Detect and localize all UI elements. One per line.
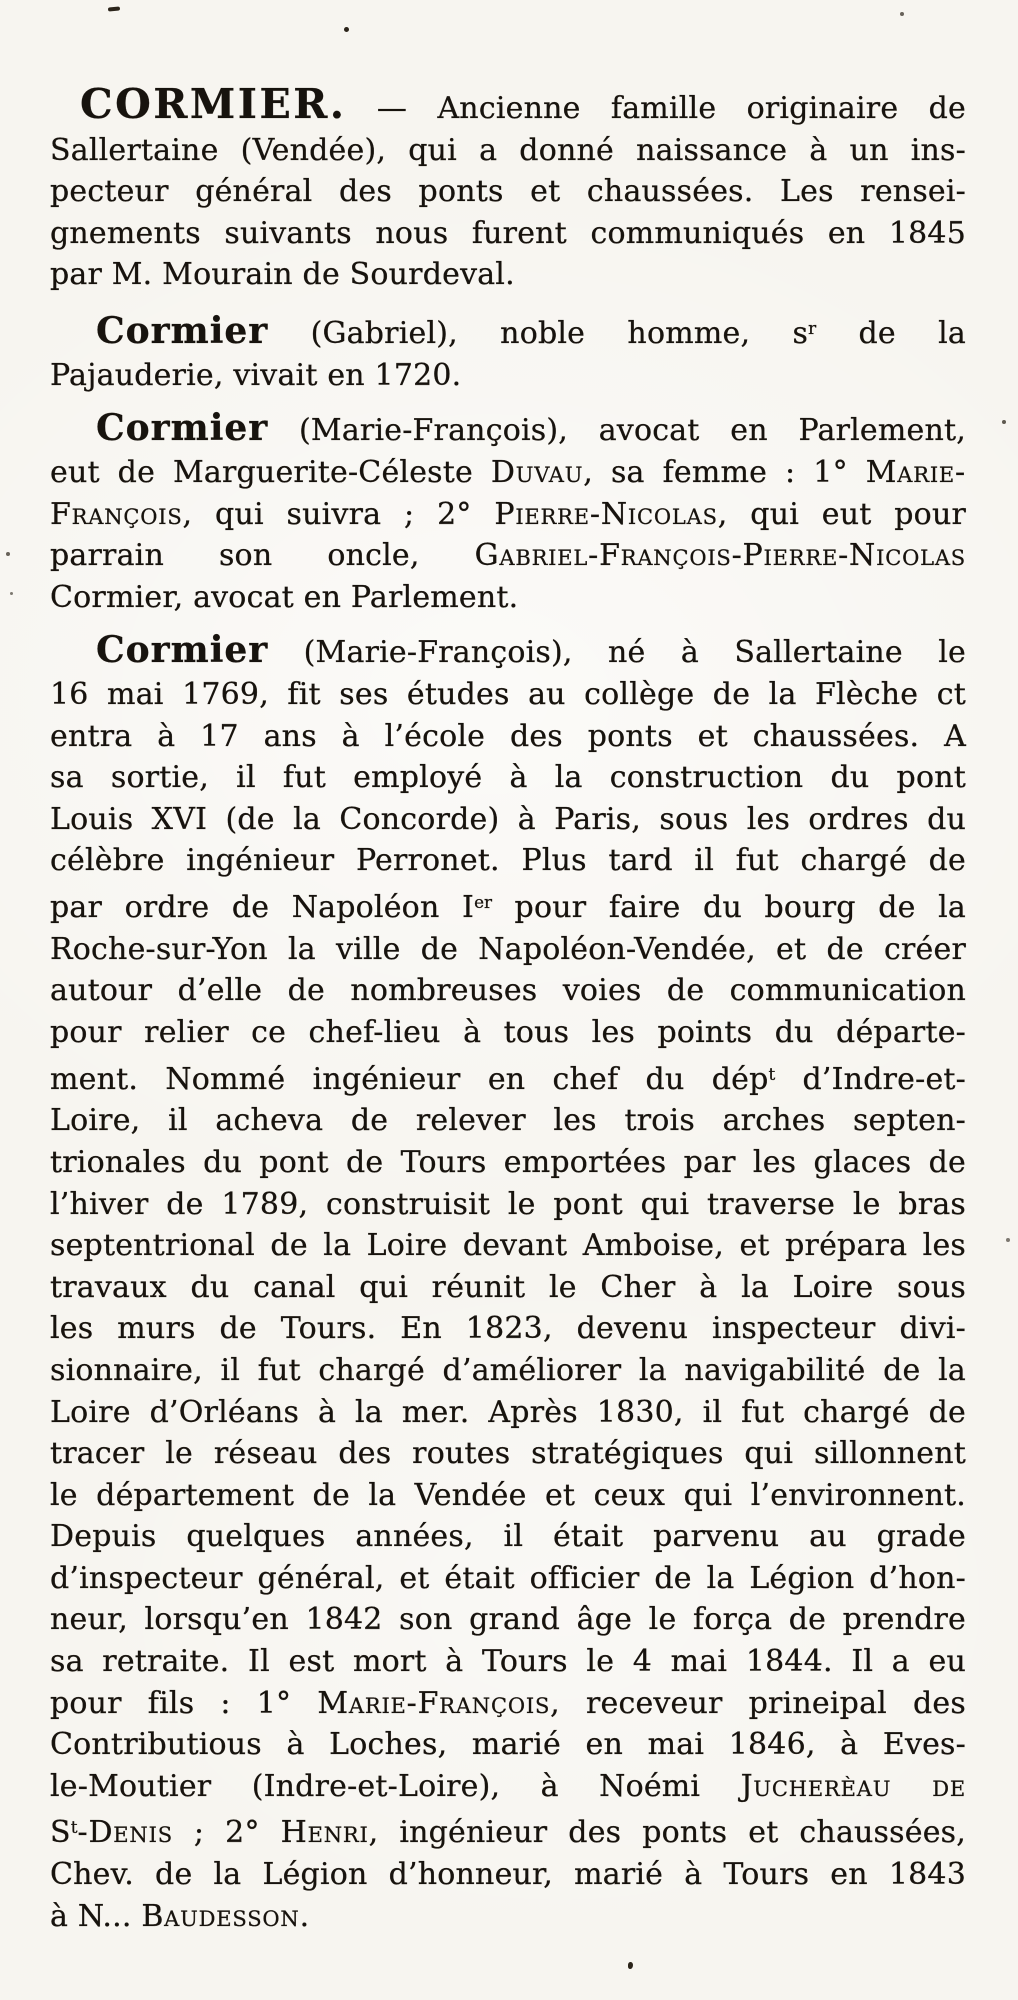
text-run: sionnaire, il fut chargé d’améliorer la navigabilité de la — [50, 1352, 966, 1388]
text-run: gnements suivants nous furent communiqués en 1845 — [50, 215, 966, 251]
text-line — [50, 1599, 966, 1641]
scan-artifact — [10, 592, 13, 595]
text-run: , qui eut pour — [717, 496, 967, 532]
text-run: Loire d’Orléans à la mer. Après 1830, il fut chargé de — [50, 1394, 966, 1430]
text-run: . — [299, 1898, 310, 1934]
text-line — [50, 408, 966, 452]
small-caps-name: Gabriel-François-Pierre-Nicolas — [474, 538, 966, 574]
text-line — [50, 213, 966, 255]
scan-artifact — [900, 12, 904, 16]
text-line — [50, 1807, 966, 1854]
small-caps-name: Baudesson — [141, 1898, 300, 1934]
superscript: t — [768, 1063, 776, 1084]
text-run: Depuis quelques années, il était parvenu au grade — [50, 1519, 966, 1555]
text-run: , sa femme : 1° — [583, 454, 866, 490]
text-run: (Gabriel), noble homme, s — [268, 316, 809, 352]
text-run: trionales du pont de Tours emportées par les glaces de — [50, 1144, 966, 1180]
entry-headword: Cormier — [96, 407, 269, 450]
text-line — [50, 840, 966, 882]
text-run: eut de Marguerite-Céleste — [50, 454, 491, 490]
text-line — [50, 1896, 966, 1938]
text-line — [50, 882, 966, 929]
text-line — [50, 1012, 966, 1054]
text-line — [50, 130, 966, 172]
text-line — [50, 799, 966, 841]
text-line — [50, 1724, 966, 1766]
text-run: sa retraite. Il est mort à Tours le 4 mai 1844. Il a eu — [50, 1644, 966, 1680]
scan-artifact — [628, 1962, 633, 1969]
small-caps-name: Henri — [280, 1815, 369, 1851]
text-line — [50, 929, 966, 971]
text-line — [50, 630, 966, 674]
text-line — [50, 1475, 966, 1517]
text-line — [50, 1054, 966, 1101]
scan-artifact — [6, 552, 10, 556]
text-run: travaux du canal qui réunit le Cher à la Loire sous — [50, 1269, 966, 1305]
text-line — [50, 757, 966, 799]
superscript: t — [70, 1817, 78, 1838]
text-run: Roche-sur-Yon la ville de Napoléon-Vendée, et de créer — [50, 931, 966, 967]
text-run: — Ancienne famille originaire de — [346, 91, 966, 126]
text-line — [50, 577, 966, 619]
text-line — [50, 1225, 966, 1267]
small-caps-name: Jucherèau de — [740, 1768, 966, 1804]
text-run: Louis XVI (de la Concorde) à Paris, sous les ordres du — [50, 801, 966, 837]
text-line — [50, 1267, 966, 1309]
text-line — [50, 1433, 966, 1475]
scan-artifact — [1006, 1238, 1010, 1242]
entry-headword: CORMIER. — [80, 80, 347, 128]
text-column — [50, 80, 967, 1937]
text-line — [50, 355, 966, 397]
text-run: à N... — [50, 1898, 142, 1934]
text-line — [50, 80, 966, 130]
text-line — [50, 1308, 966, 1350]
superscript: er — [474, 891, 493, 912]
text-run: pour fils : 1° — [50, 1685, 318, 1721]
text-run: d’Indre-et- — [775, 1061, 966, 1097]
text-line — [50, 1516, 966, 1558]
text-line — [50, 308, 966, 355]
text-run: le-Moutier (Indre-et-Loire), à Noémi — [50, 1768, 741, 1804]
text-line — [50, 1100, 966, 1142]
text-run: par M. Mourain de Sourdeval. — [50, 257, 515, 293]
small-caps-name: François — [50, 496, 183, 532]
text-line — [50, 970, 966, 1012]
text-line — [50, 254, 966, 296]
text-line — [50, 1142, 966, 1184]
text-run: Chev. de la Légion d’honneur, marié à Tours en 1843 — [50, 1857, 966, 1893]
text-run: ment. Nommé ingénieur en chef du dép — [50, 1061, 769, 1097]
entry-headword: Cormier — [96, 310, 269, 353]
text-run: célèbre ingénieur Perronet. Plus tard il fut chargé de — [50, 843, 966, 879]
text-line — [50, 674, 966, 716]
small-caps-name: Duvau — [490, 454, 584, 490]
text-run: pour faire du bourg de la — [492, 890, 966, 926]
text-run: , ingénieur des ponts et chaussées, — [368, 1815, 966, 1851]
scan-artifact — [1002, 420, 1006, 424]
text-run: l’hiver de 1789, construisit le pont qui traverse le bras — [50, 1186, 966, 1222]
text-run: Contributious à Loches, marié en mai 1846, à Eves- — [50, 1727, 966, 1763]
text-run: , qui suivra ; 2° — [182, 496, 495, 532]
text-run: le département de la Vendée et ceux qui l’environnent. — [50, 1477, 966, 1513]
text-line — [50, 1683, 966, 1725]
text-run: pecteur général des ponts et chaussées. Les rensei- — [50, 174, 966, 210]
text-run: Loire, il acheva de relever les trois arches septen- — [50, 1103, 966, 1139]
text-run: ; 2° — [172, 1815, 281, 1851]
text-run: Sallertaine (Vendée), qui a donné naissance à un ins- — [50, 132, 966, 168]
text-run: par ordre de Napoléon I — [50, 890, 475, 926]
text-line — [50, 716, 966, 758]
text-run: neur, lorsqu’en 1842 son grand âge le força de prendre — [50, 1602, 966, 1638]
scan-artifact — [344, 27, 349, 32]
text-line — [50, 452, 966, 494]
text-run: pour relier ce chef-lieu à tous les points du départe- — [50, 1014, 966, 1050]
text-run: , receveur prineipal des — [550, 1685, 966, 1721]
text-line — [50, 1641, 966, 1683]
text-run: entra à 17 ans à l’école des ponts et chaussées. A — [50, 718, 966, 754]
text-run: septentrional de la Loire devant Amboise, et prépara les — [50, 1228, 966, 1264]
superscript: r — [808, 317, 817, 338]
text-line — [50, 1350, 966, 1392]
text-line — [50, 1392, 966, 1434]
text-run: Cormier, avocat en Parlement. — [50, 579, 519, 615]
text-run: autour d’elle de nombreuses voies de communication — [50, 973, 966, 1009]
small-caps-name: Marie-François — [317, 1685, 551, 1721]
text-run: parrain son oncle, — [50, 538, 475, 574]
small-caps-name: Marie- — [865, 454, 966, 490]
small-caps-name: -Denis — [77, 1815, 173, 1851]
text-run: (Marie-François), né à Sallertaine le — [268, 635, 966, 671]
text-run: de la — [816, 316, 966, 352]
text-run: 16 mai 1769, fit ses études au collège de la Flèche ct — [50, 676, 966, 712]
text-run: tracer le réseau des routes stratégiques qui sillonnent — [50, 1436, 966, 1472]
text-run: S — [50, 1815, 71, 1851]
text-run: sa sortie, il fut employé à la construction du pont — [50, 760, 966, 796]
text-line — [50, 171, 966, 213]
text-run: les murs de Tours. En 1823, devenu inspecteur divi- — [50, 1311, 966, 1347]
text-line — [50, 1766, 966, 1808]
text-line — [50, 1854, 966, 1896]
scan-artifact — [108, 6, 120, 11]
text-run: Pajauderie, vivait en 1720. — [50, 357, 462, 393]
text-line — [50, 535, 966, 577]
small-caps-name: Pierre-Nicolas — [494, 496, 718, 532]
text-line — [50, 1184, 966, 1226]
text-run: d’inspecteur général, et était officier de la Légion d’hon- — [50, 1560, 966, 1596]
text-line — [50, 1558, 966, 1600]
text-run: (Marie-François), avocat en Parlement, — [268, 413, 966, 449]
text-line — [50, 494, 966, 536]
entry-headword: Cormier — [96, 629, 269, 672]
